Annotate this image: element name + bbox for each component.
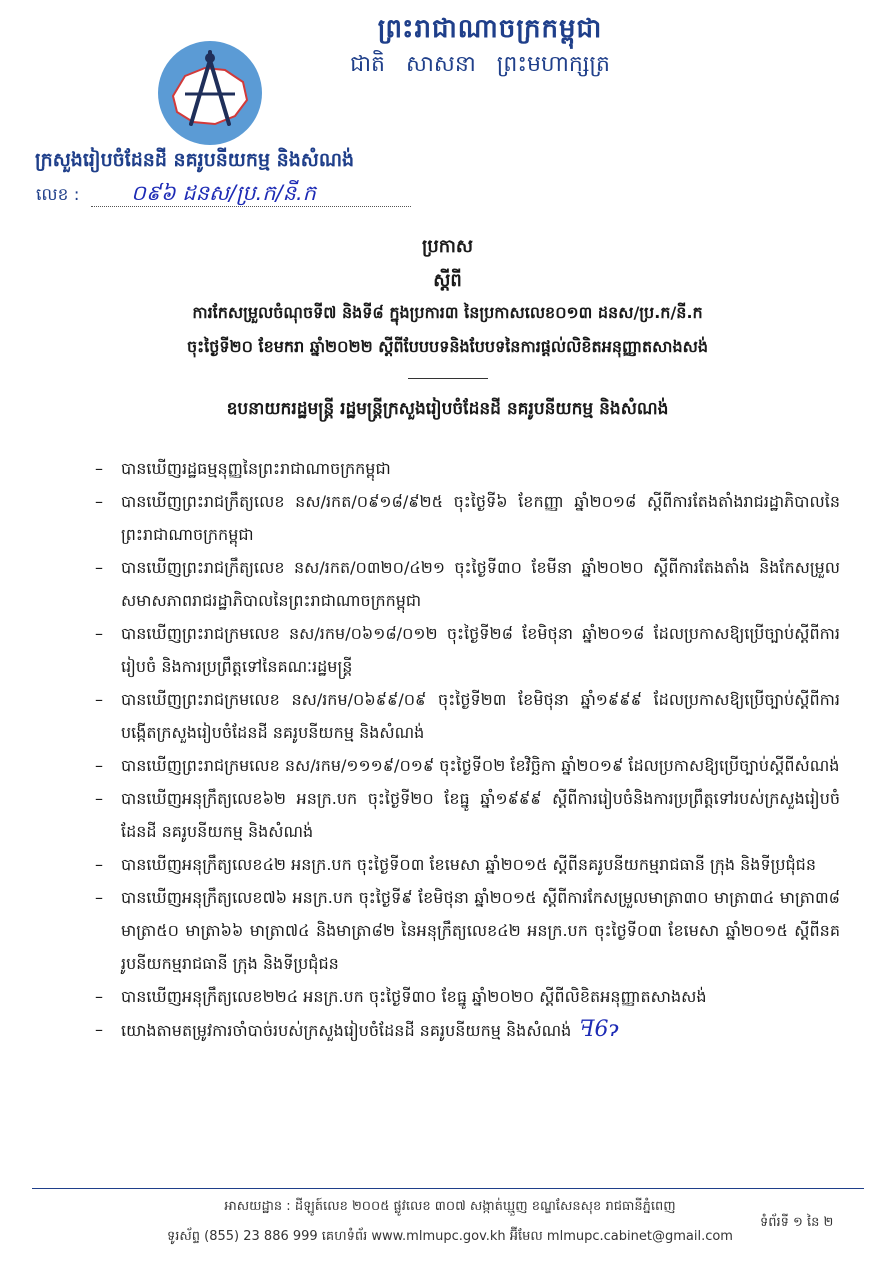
ministry-logo [155, 38, 265, 148]
title-separator [408, 378, 488, 379]
list-item: – បានឃើញរដ្ឋធម្មនុញ្ញនៃព្រះរាជាណាចក្រកម្ពុជា [95, 459, 391, 478]
list-item: – បានឃើញព្រះរាជក្រឹត្យលេខ នស/រកត/០៣២០/៤២១ ចុះថ្ងៃទី៣០ ខែមីនា ឆ្នាំ២០២០ ស្តីពីការតែងតាំង និងកែសម្រួលសមាសភាពរាជរដ្ឋាភិបាលនៃព្រះរាជាណាចក្រកម្ពុជា [95, 558, 840, 610]
list-item: – បានឃើញអនុក្រឹត្យលេខ៦២ អនក្រ.បក ចុះថ្ងៃទី២០ ខែធ្នូ ឆ្នាំ១៩៩៩ ស្តីពីការរៀបចំនិងការប្រព្រឹត្តទៅរបស់ក្រសួងរៀបចំដែនដី នគរូបនីយកម្ម និងសំណង់ [95, 789, 840, 841]
list-item: – បានឃើញអនុក្រឹត្យលេខ៤២ អនក្រ.បក ចុះថ្ងៃទី០៣ ខែមេសា ឆ្នាំ២០១៥ ស្តីពីនគរូបនីយកម្មរាជធានី ក្រុង និងទីប្រជុំជន [95, 855, 816, 874]
list-item: – បានឃើញអនុក្រឹត្យលេខ៧៦ អនក្រ.បក ចុះថ្ងៃទី៩ ខែមិថុនា ឆ្នាំ២០១៥ ស្តីពីការកែសម្រួលមាត្រា៣០ មាត្រា៣៤ មាត្រា៣៨ មាត្រា៥០ មាត្រា៦៦ មាត្រា៧៤ និងមាត្រា៨២ នៃអនុក្រឹត្យលេខ៤២ អនក្រ.បក ចុះថ្ងៃទី០៣ ខែមេសា ឆ្នាំ២០១៥ ស្តីពីនគរូបនីយកម្មរាជធានី ក្រុង និងទីប្រជុំជន [95, 888, 840, 973]
issuing-authority: ឧបនាយករដ្ឋមន្ត្រី រដ្ឋមន្ត្រីក្រសួងរៀបចំដែនដី នគរូបនីយកម្ម និងសំណង់ [226, 399, 669, 419]
kingdom-title: ព្រះរាជាណាចក្រកម្ពុជា [377, 14, 603, 44]
reference-label: លេខ : [36, 185, 80, 205]
footer-contact: ទូរស័ព្ទ (855) 23 886 999 គេហទំព័រ www.mlmupc.gov.kh អ៊ីមែល mlmupc.cabinet@gmail.com [167, 1229, 733, 1244]
list-item: – បានឃើញព្រះរាជក្រមលេខ នស/រកម/០៦១៨/០១២ ចុះថ្ងៃទី២៨ ខែមិថុនា ឆ្នាំ២០១៨ ដែលប្រកាសឱ្យប្រើច្បាប់ស្តីពីការរៀបចំ និងការប្រព្រឹត្តទៅនៃគណៈរដ្ឋមន្ត្រី [95, 624, 840, 676]
considerations-list [95, 452, 840, 1047]
reference-number: ០៩៦ ដនស/ប្រ.ក/នី.ក [131, 181, 317, 205]
national-motto: ជាតិ សាសនា ព្រះមហាក្សត្រ [350, 52, 610, 77]
handwritten-initials: ꟻ6ɂ [579, 1017, 619, 1042]
footer-divider [32, 1188, 864, 1189]
list-item: – បានឃើញអនុក្រឹត្យលេខ២២៤ អនក្រ.បក ចុះថ្ងៃទី៣០ ខែធ្នូ ឆ្នាំ២០២០ ស្តីពីលិខិតអនុញ្ញាតសាងសង់ [95, 987, 707, 1006]
subject-line-1: ការកែសម្រួលចំណុចទី៧ និងទី៨ ក្នុងប្រការ៣ នៃប្រកាសលេខ០១៣ ដនស/ប្រ.ក/នី.ក [192, 303, 703, 322]
list-item: – យោងតាមតម្រូវការចាំបាច់របស់ក្រសួងរៀបចំដែនដី នគរូបនីយកម្ម និងសំណង់ ꟻ6ɂ [95, 1017, 619, 1042]
document-about: ស្តីពី [433, 270, 462, 291]
footer-address: អាសយដ្ឋាន : ដីឡូត៍លេខ ២០០៥ ផ្លូវលេខ ៣០៧ សង្កាត់ឃ្មួញ ខណ្ឌសែនសុខ រាជធានីភ្នំពេញ [224, 1199, 676, 1214]
page-number: ទំព័រទី ១ នៃ ២ [760, 1215, 834, 1230]
subject-line-2: ចុះថ្ងៃទី២០ ខែមករា ឆ្នាំ២០២២ ស្តីពីបែបបទនិងបែបទនៃការផ្តល់លិខិតអនុញ្ញាតសាងសង់ [186, 337, 709, 356]
list-item: – បានឃើញព្រះរាជក្រមលេខ នស/រកម/០៦៩៩/០៩ ចុះថ្ងៃទី២៣ ខែមិថុនា ឆ្នាំ១៩៩៩ ដែលប្រកាសឱ្យប្រើច្បាប់ស្តីពីការបង្កើតក្រសួងរៀបចំដែនដី នគរូបនីយកម្ម និងសំណង់ [95, 690, 840, 742]
ministry-name: ក្រសួងរៀបចំដែនដី នគរូបនីយកម្ម និងសំណង់ [35, 149, 355, 171]
reference-row [36, 182, 416, 210]
document-type: ប្រកាស [421, 236, 474, 257]
list-item: – បានឃើញព្រះរាជក្រឹត្យលេខ នស/រកត/០៩១៨/៩២៥ ចុះថ្ងៃទី៦ ខែកញ្ញា ឆ្នាំ២០១៨ ស្តីពីការតែងតាំងរាជរដ្ឋាភិបាលនៃព្រះរាជាណាចក្រកម្ពុជា [95, 492, 840, 544]
list-item: – បានឃើញព្រះរាជក្រមលេខ នស/រកម/១១១៩/០១៩ ចុះថ្ងៃទី០២ ខែវិច្ឆិកា ឆ្នាំ២០១៩ ដែលប្រកាសឱ្យប្រើច្បាប់ស្តីពីសំណង់ [95, 756, 840, 775]
